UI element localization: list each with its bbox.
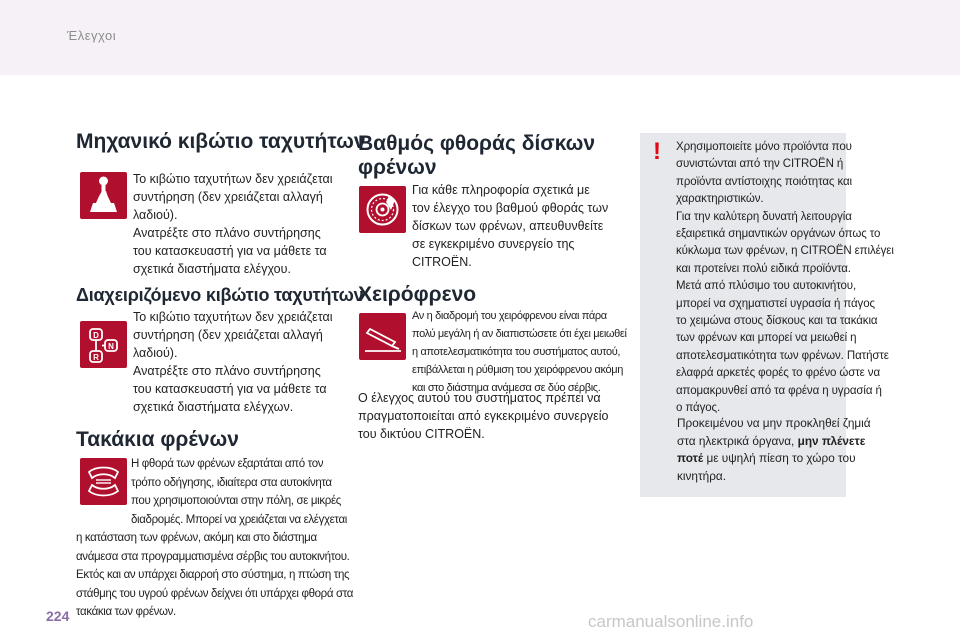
handbrake-icon-text: [412, 307, 644, 397]
text-line: [677, 433, 871, 451]
text-line: προϊόντα αντίστοιχης ποιότητας και: [676, 175, 852, 188]
text-line: τακάκια των φρένων.: [76, 606, 176, 618]
brake-disc-icon: [359, 186, 406, 233]
page-number: 224: [46, 608, 70, 624]
text-line: κινητήρα.: [677, 468, 727, 483]
text-line: συντήρηση (δεν χρειάζεται αλλαγή: [133, 190, 323, 204]
text-line: κύκλωμα των φρένων, η CITROËN επιλέγει: [676, 245, 894, 258]
text-line: η κατάσταση των φρένων, ακόμη και στο διάστημα: [76, 532, 317, 544]
text-line: μπορεί να σχηματιστεί υγρασία ή πάγος: [676, 297, 875, 310]
manual-gearbox-title: Μηχανικό κιβώτιο ταχυτήτων: [76, 130, 366, 153]
text-line: και στο διάστημα ανάμεσα σε δύο σέρβις.: [412, 382, 601, 394]
title-line: φρένων: [358, 156, 437, 179]
text-line: εξαιρετικά σημαντικών οργάνων όπως το: [676, 228, 881, 241]
manual-gearbox-text: [133, 170, 333, 278]
text-line: τρόπο οδήγησης, ιδιαίτερα στα αυτοκίνητα: [131, 476, 332, 489]
gear-lever-icon: [80, 172, 127, 219]
engine-wash-note: [677, 415, 871, 485]
text-line: σχετικά διαστήματα ελέγχων.: [133, 400, 294, 414]
disc-wear-title: [358, 132, 595, 180]
text-line: ο πάγος.: [676, 402, 721, 415]
brake-pads-text-bottom: [76, 529, 361, 622]
text-line: τον έλεγχο του βαθμού φθοράς των: [412, 201, 609, 215]
text-line: Για την καλύτερη δυνατή λειτουργία: [676, 210, 852, 223]
disc-wear-text: [412, 181, 608, 271]
text-line: Για κάθε πληροφορία σχετικά με: [412, 183, 590, 197]
handbrake-icon: [359, 313, 406, 360]
text-line: πραγματοποιείται από εγκεκριμένο συνεργείο: [358, 409, 609, 423]
handbrake-title: Χειρόφρενο: [358, 283, 477, 306]
managed-gearbox-text: [133, 308, 333, 416]
text-line: Αν η διαδρομή του χειρόφρενου είναι πάρα: [412, 310, 607, 322]
text-line: Η φθορά των φρένων εξαρτάται από τον: [131, 458, 324, 470]
svg-text:D: D: [93, 331, 99, 340]
text-line: λαδιού).: [133, 208, 178, 222]
brake-pad-icon: [80, 458, 127, 505]
text-line: CITROËN.: [412, 255, 472, 269]
title-line: Βαθμός φθοράς δίσκων: [358, 132, 596, 155]
text-span: στα ηλεκτρικά όργανα,: [677, 433, 798, 448]
text-line: του κατασκευαστή για να μάθετε τα: [133, 244, 327, 258]
text-line: Εκτός και αν υπάρχει διαρροή στο σύστημα, η πτώση της: [76, 569, 350, 581]
text-line: επιβάλλεται η ρύθμιση του χειρόφρενου ακόμη: [412, 364, 623, 376]
brake-pads-title: Τακάκια φρένων: [76, 428, 239, 451]
text-line: Το κιβώτιο ταχυτήτων δεν χρειάζεται: [133, 310, 333, 324]
text-line: σχετικά διαστήματα ελέγχου.: [133, 262, 291, 276]
managed-gearbox-title: Διαχειριζόμενο κιβώτιο ταχυτήτων: [76, 285, 364, 305]
text-line: απομακρυνθεί από τα φρένα η υγρασία ή: [676, 384, 882, 397]
section-label: Έλεγχοι: [67, 28, 117, 43]
text-line: συνιστώνται από την CITROËN ή: [676, 158, 844, 171]
text-span: με υψηλή πίεση το χώρο του: [703, 451, 856, 465]
bold-warning-text: μην πλένετε: [797, 433, 866, 448]
text-line: Χρησιμοποιείτε μόνο προϊόντα που: [676, 141, 852, 153]
warning-text: [676, 139, 894, 418]
text-line: Ανατρέξτε στο πλάνο συντήρησης: [133, 364, 321, 378]
text-line: συντήρηση (δεν χρειάζεται αλλαγή: [133, 328, 323, 342]
text-line: ανάμεσα στα προγραμματισμένα σέρβις του αυτοκινήτου.: [76, 550, 350, 563]
text-line: διαδρομές. Μπορεί να χρειάζεται να ελέγχεται: [131, 513, 347, 526]
text-line: στάθμης του υγρού φρένων δείχνει ότι υπάρχει φθορά στα: [76, 587, 354, 600]
svg-text:N: N: [108, 342, 114, 351]
text-line: σε εγκεκριμένο συνεργείο της: [412, 237, 575, 251]
text-line: ελαφρά αρκετές φορές το φρένο ώστε να: [676, 367, 881, 380]
text-line: λαδιού).: [133, 346, 178, 360]
text-line: πολύ μεγάλη ή αν διαπιστώσετε ότι έχει μειωθεί: [412, 328, 627, 340]
text-line: Μετά από πλύσιμο του αυτοκινήτου,: [676, 280, 857, 293]
warning-icon: !: [653, 138, 661, 165]
text-line: του κατασκευαστή για να μάθετε τα: [133, 382, 327, 396]
handbrake-text: [358, 389, 608, 443]
svg-text:R: R: [93, 353, 99, 362]
brake-pads-text-top: [131, 455, 356, 529]
text-line: και προτείνει πολύ ειδικά προϊόντα.: [676, 262, 851, 275]
text-line: που χρησιμοποιούνται στην πόλη, σε μικρές: [131, 495, 341, 507]
text-line: Το κιβώτιο ταχυτήτων δεν χρειάζεται: [133, 172, 333, 186]
text-line: η αποτελεσματικότητα του συστήματος αυτού,: [412, 346, 621, 358]
gear-selector-icon: [80, 321, 127, 368]
text-line: δίσκων των φρένων, απευθυνθείτε: [412, 219, 604, 233]
text-line: Προκειμένου να μην προκληθεί ζημιά: [677, 416, 871, 430]
text-line: Ο έλεγχος αυτού του συστήματος πρέπει να: [358, 391, 601, 405]
text-line: των φρένων και μπορεί να μειωθεί η: [676, 332, 857, 345]
text-line: χαρακτηριστικών.: [676, 193, 764, 206]
header-bar: [0, 0, 960, 75]
text-line: το χειμώνα στους δίσκους και τα τακάκια: [676, 315, 878, 328]
bold-warning-text: ποτέ: [677, 451, 704, 465]
text-line: αποτελεσματικότητα των φρένων. Πατήστε: [676, 349, 889, 362]
text-line: [677, 450, 871, 468]
watermark-text: carmanualsonline.info: [588, 612, 754, 631]
text-line: Ανατρέξτε στο πλάνο συντήρησης: [133, 226, 321, 240]
text-line: του δικτύου CITROËN.: [358, 427, 485, 441]
